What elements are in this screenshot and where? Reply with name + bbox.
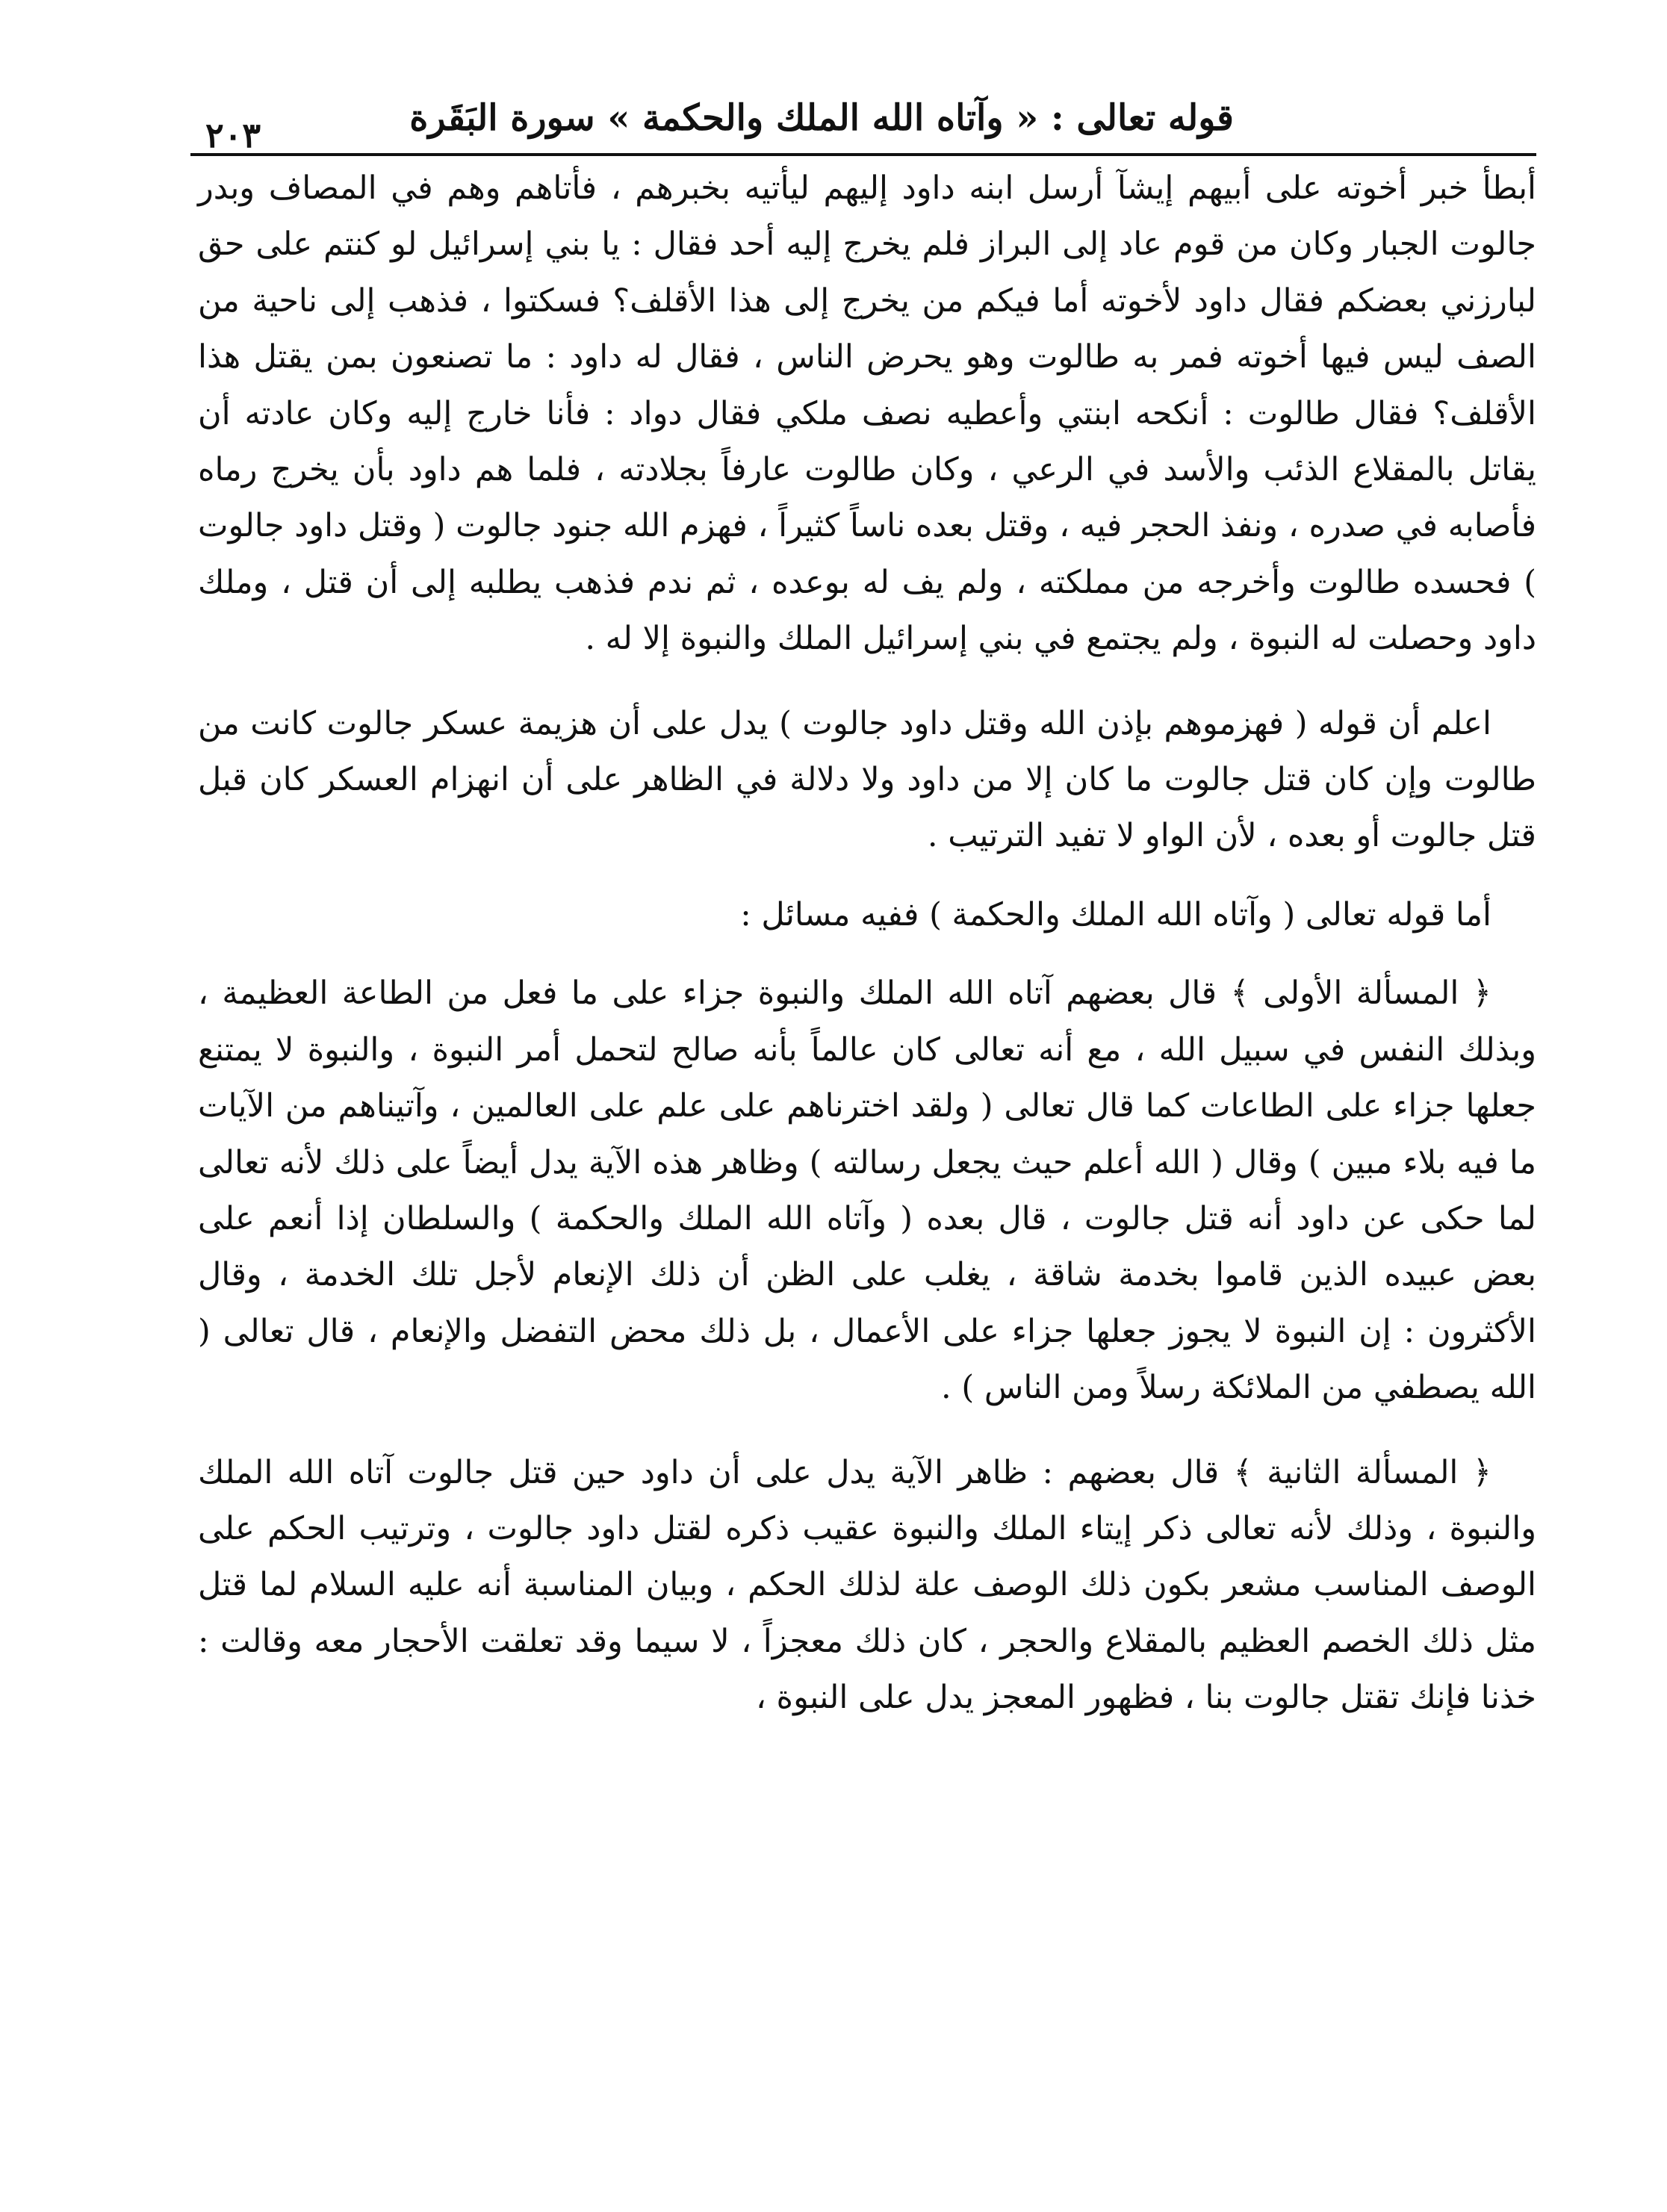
paragraph-intro: أما قوله تعالى ( وآتاه الله الملك والحكمة ) ففيه مسائل : xyxy=(740,895,1491,933)
body-text xyxy=(198,161,1536,1727)
header-rule xyxy=(190,153,1536,156)
paragraph-gap xyxy=(198,943,1536,966)
paragraph-gap xyxy=(198,1417,1536,1445)
paragraph-story: أبطأ خبر أخوته على أبيهم إيشآ أرسل ابنه داود إليهم ليأتيه بخبرهم ، فأتاهم وهم في المصاف وبدر جالوت الجبار وكان من قوم عاد إلى البراز فلم يخرج إليه أحد فقال : يا بني إسرائيل لو كنتم على حق لبارزني بعضكم فقال داود لأخوته أما فيكم من يخرج إلى هذا الأقلف؟ فسكتوا ، فذهب إلى ناحية من الصف ليس فيها أخوته فمر به طالوت وهو يحرض الناس ، فقال له داود : ما تصنعون بمن يقتل هذا الأقلف؟ فقال طالوت : أنكحه ابنتي وأعطيه نصف ملكي فقال دواد : فأنا خارج إليه وكان عادته أن يقاتل بالمقلاع الذئب والأسد في الرعي ، وكان طالوت عارفاً بجلادته ، فلما هم داود بأن يخرج رماه فأصابه في صدره ، ونفذ الحجر فيه ، وقتل بعده ناساً كثيراً ، فهزم الله جنود جالوت ( وقتل داود جالوت ) فحسده طالوت وأخرجه من مملكته ، ولم يف له بوعده ، ثم ندم فذهب يطلبه إلى أن قتل ، وملك داود وحصلت له النبوة ، ولم يجتمع في بني إسرائيل الملك والنبوة إلا له . xyxy=(198,170,1536,658)
paragraph-question-2: ﴿ المسألة الثانية ﴾ قال بعضهم : ظاهر الآية يدل على أن داود حين قتل جالوت آتاه الله الملك والنبوة ، وذلك لأنه تعالى ذكر إيتاء الملك والنبوة عقيب ذكره لقتل داود جالوت ، وترتيب الحكم على الوصف المناسب مشعر بكون ذلك الوصف علة لذلك الحكم ، وبيان المناسبة أنه عليه السلام لما قتل مثل ذلك الخصم العظيم بالمقلاع والحجر ، كان ذلك معجزاً ، لا سيما وقد تعلقت الأحجار معه وقالت : خذنا فإنك تقتل جالوت بنا ، فظهور المعجز يدل على النبوة ، xyxy=(198,1453,1536,1717)
paragraph-gap xyxy=(198,865,1536,887)
page-header xyxy=(190,90,1533,155)
paragraph-gap xyxy=(198,668,1536,696)
running-title: قوله تعالى : « وآتاه الله الملك والحكمة » سورة البَقَرة xyxy=(409,97,1234,139)
paragraph-know: اعلم أن قوله ( فهزموهم بإذن الله وقتل داود جالوت ) يدل على أن هزيمة عسكر جالوت كانت من طالوت وإن كان قتل جالوت ما كان إلا من داود ولا دلالة في الظاهر على أن انهزام العسكر كان قبل قتل جالوت أو بعده ، لأن الواو لا تفيد الترتيب . xyxy=(198,704,1536,855)
paragraph-question-1: ﴿ المسألة الأولى ﴾ قال بعضهم آتاه الله الملك والنبوة جزاء على ما فعل من الطاعة العظيمة ، وبذلك النفس في سبيل الله ، مع أنه تعالى كان عالماً بأنه صالح لتحمل أمر النبوة ، والنبوة لا يمتنع جعلها جزاء على الطاعات كما قال تعالى ( ولقد اخترناهم على علم على العالمين ، وآتيناهم من الآيات ما فيه بلاء مبين ) وقال ( الله أعلم حيث يجعل رسالته ) وظاهر هذه الآية يدل أيضاً على ذلك لأنه تعالى لما حكى عن داود أنه قتل جالوت ، قال بعده ( وآتاه الله الملك والحكمة ) والسلطان إذا أنعم على بعض عبيده الذين قاموا بخدمة شاقة ، يغلب على الظن أن ذلك الإنعام لأجل تلك الخدمة ، وقال الأكثرون : إن النبوة لا يجوز جعلها جزاء على الأعمال ، بل ذلك محض التفضل والإنعام ، قال تعالى ( الله يصطفي من الملائكة رسلاً ومن الناس ) . xyxy=(198,975,1536,1407)
page-number: ٢٠٣ xyxy=(205,115,261,155)
